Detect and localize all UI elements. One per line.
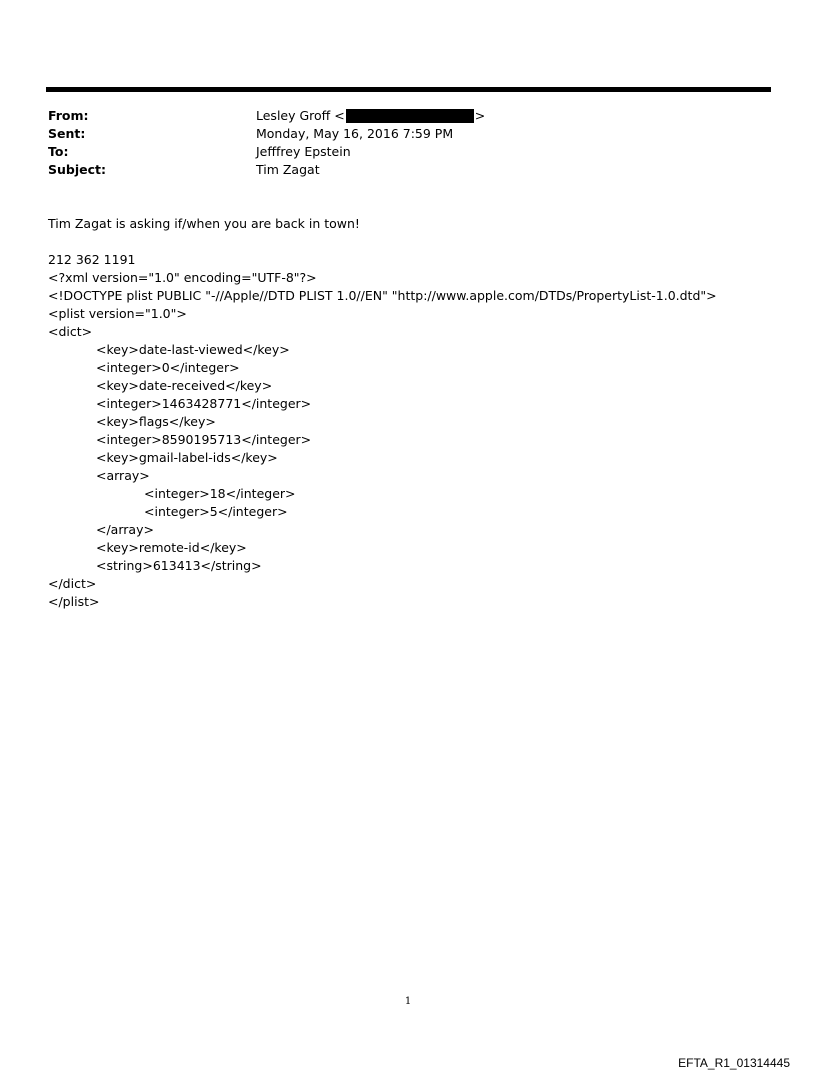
email-body-greeting: Tim Zagat is asking if/when you are back in town! <box>48 216 360 231</box>
from-label: From: <box>48 108 89 123</box>
plist-line: <integer>18</integer> <box>144 486 296 501</box>
from-name: Lesley Groff < <box>256 108 345 123</box>
plist-line: <key>remote-id</key> <box>96 540 247 555</box>
to-label: To: <box>48 144 69 159</box>
plist-open: <plist version="1.0"> <box>48 306 187 321</box>
sent-label: Sent: <box>48 126 86 141</box>
plist-line: <key>gmail-label-ids</key> <box>96 450 278 465</box>
plist-line: <key>date-received</key> <box>96 378 273 393</box>
xml-declaration: <?xml version="1.0" encoding="UTF-8"?> <box>48 270 317 285</box>
plist-line: </array> <box>96 522 154 537</box>
plist-block <box>48 251 717 611</box>
redaction-bar <box>346 109 474 123</box>
phone-number: 212 362 1191 <box>48 252 136 267</box>
header-row-sent <box>48 125 748 143</box>
plist-line: <integer>8590195713</integer> <box>96 432 312 447</box>
from-close-bracket: > <box>474 108 486 123</box>
header-divider <box>46 87 771 92</box>
to-value: Jefffrey Epstein <box>256 144 351 159</box>
dict-close: </dict> <box>48 576 97 591</box>
plist-line: <key>flags</key> <box>96 414 216 429</box>
plist-line: <key>date-last-viewed</key> <box>96 342 290 357</box>
dict-open: <dict> <box>48 324 93 339</box>
header-row-subject <box>48 161 748 179</box>
bates-number: EFTA_R1_01314445 <box>678 1056 790 1070</box>
doctype-line: <!DOCTYPE plist PUBLIC "-//Apple//DTD PLIST 1.0//EN" "http://www.apple.com/DTDs/PropertyList-1.0.dtd"> <box>48 288 717 303</box>
plist-line: <integer>5</integer> <box>144 504 288 519</box>
sent-value: Monday, May 16, 2016 7:59 PM <box>256 126 454 141</box>
subject-value: Tim Zagat <box>256 162 320 177</box>
header-row-from <box>48 107 748 125</box>
header-row-to <box>48 143 748 161</box>
plist-line: <integer>1463428771</integer> <box>96 396 312 411</box>
plist-close: </plist> <box>48 594 100 609</box>
page-number: 1 <box>404 996 412 1007</box>
subject-label: Subject: <box>48 162 106 177</box>
email-header <box>48 107 748 179</box>
plist-line: <array> <box>96 468 150 483</box>
plist-line: <string>613413</string> <box>96 558 262 573</box>
from-value <box>256 107 748 125</box>
plist-line: <integer>0</integer> <box>96 360 240 375</box>
